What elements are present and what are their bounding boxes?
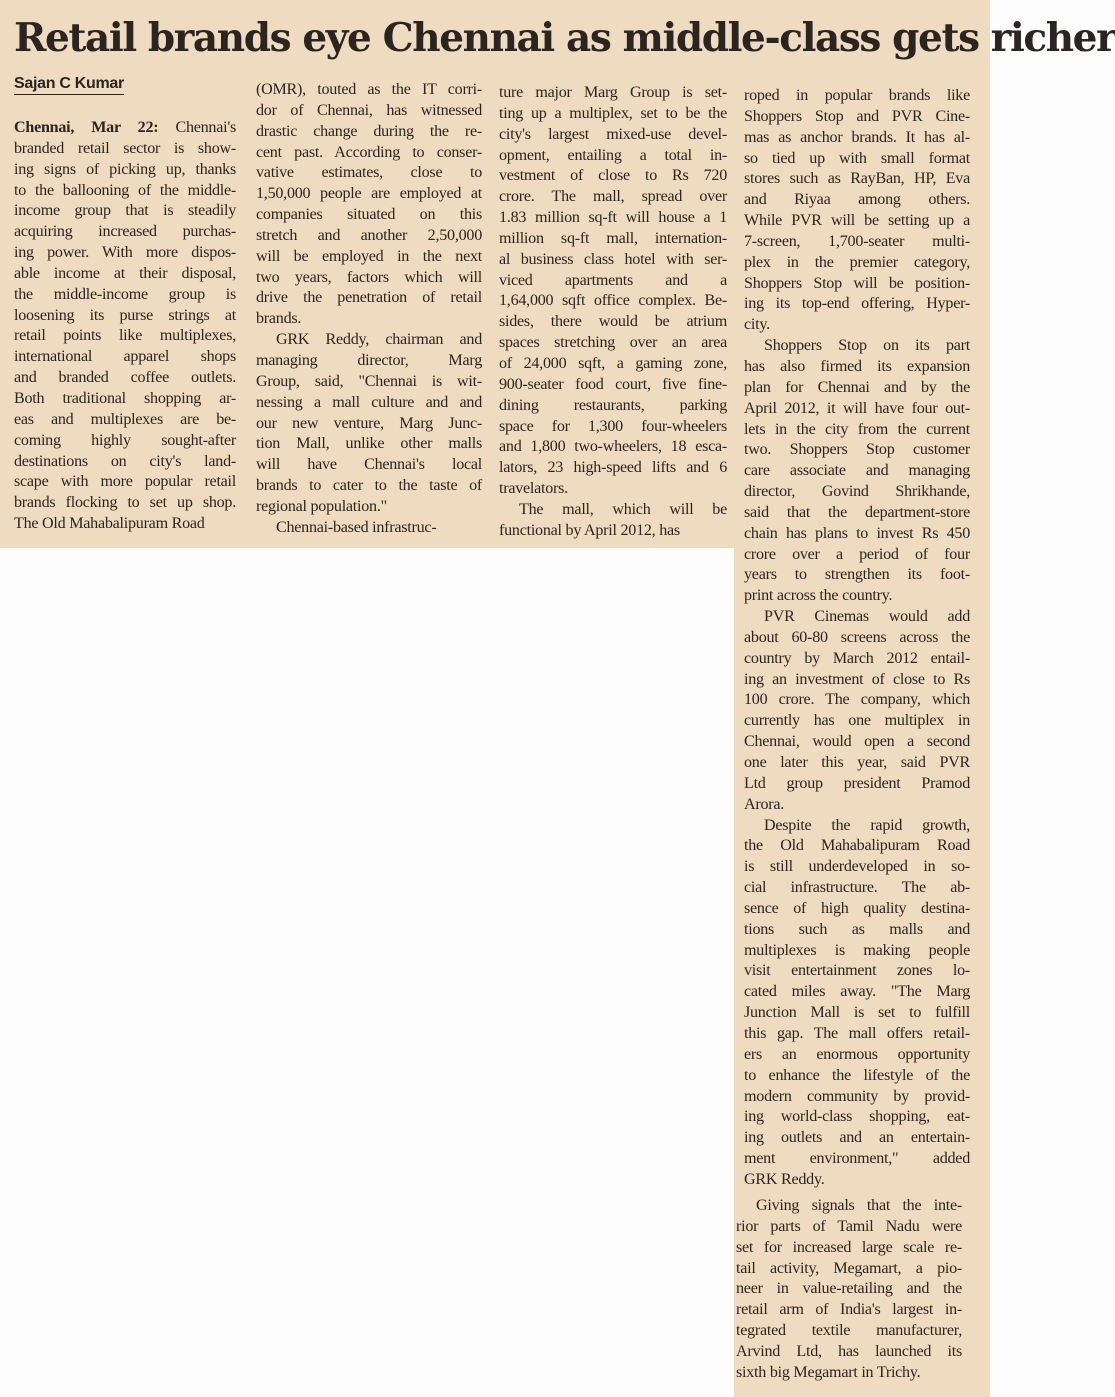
text-line: While PVR will be setting up a (744, 212, 970, 230)
text-line: currently has one multiplex in (744, 712, 970, 730)
text-line: PVR Cinemas would add (764, 608, 970, 626)
byline: Sajan C Kumar (14, 75, 124, 95)
text-line: Shoppers Stop will be position- (744, 274, 970, 292)
text-line: able income at their disposal, (14, 264, 236, 282)
text-line: GRK Reddy, chairman and (276, 331, 482, 349)
text-line: set for increased large scale re- (736, 1238, 962, 1256)
text-line: will be employed in the next (256, 247, 482, 265)
text-line: tions such as malls and (744, 920, 970, 938)
text-line: retail points like multiplexes, (14, 327, 236, 345)
text-line: ing its top-end offering, Hyper- (744, 295, 970, 313)
headline: Retail brands eye Chennai as middle-class gets richer (14, 15, 1115, 61)
text-line: million sq-ft mall, internation- (499, 229, 727, 247)
text-line: and 1,800 two-wheelers, 18 esca- (499, 438, 727, 456)
text-line: 900-seater food court, five fine- (499, 375, 727, 393)
text-line: coming highly sought-after (14, 431, 236, 449)
text-line: ing outlets and an entertain- (744, 1129, 970, 1147)
text-line: rior parts of Tamil Nadu were (736, 1217, 962, 1235)
text-line: branded retail sector is show- (14, 139, 236, 157)
text-line: scape with more popular retail (14, 473, 236, 491)
text-line: ing an investment of close to Rs (744, 670, 970, 688)
article-column-4 (744, 86, 970, 1191)
article-column-1 (14, 118, 236, 535)
text-line: director, Govind Shrikhande, (744, 483, 970, 501)
text-line: Shoppers Stop and PVR Cine- (744, 107, 970, 125)
text-line: 1.83 million sq-ft will house a 1 (499, 209, 727, 227)
text-line: spaces stretching over an area (499, 334, 727, 352)
text-line: and branded coffee outlets. (14, 369, 236, 387)
text-line: mas as anchor brands. It has al- (744, 128, 970, 146)
text-line: years to strengthen its foot- (744, 566, 970, 584)
text-line: Giving signals that the inte- (756, 1197, 962, 1214)
text-line: crore. The mall, spread over (499, 188, 727, 206)
text-line: country by March 2012 entail- (744, 649, 970, 667)
text-line: to enhance the lifestyle of the (744, 1066, 970, 1084)
text-line: 100 crore. The company, which (744, 691, 970, 709)
text-line: dining restaurants, parking (499, 396, 727, 414)
text-line: functional by April 2012, has (499, 521, 680, 539)
text-line: one later this year, said PVR (744, 754, 970, 771)
text-line: tegrated textile manufacturer, (736, 1322, 962, 1340)
text-line: visit entertainment zones lo- (744, 962, 970, 980)
text-line: the middle-income group is (14, 285, 236, 303)
text-line: Chennai-based infrastruc- (276, 518, 437, 536)
text-line: neer in value-retailing and the (736, 1280, 962, 1298)
text-line: nessing a mall culture and and (256, 393, 482, 411)
text-line: brands to cater to the taste of (256, 477, 482, 495)
text-line: vative estimates, close to (256, 164, 482, 182)
text-line: sixth big Megamart in Trichy. (736, 1363, 921, 1381)
text-line: viced apartments and a (499, 271, 727, 289)
text-line: regional population." (256, 497, 387, 515)
text-line: ing signs of picking up, thanks (14, 160, 236, 178)
text-fragment: Chennai's (158, 119, 237, 136)
text-line: April 2012, it will have four out- (744, 399, 970, 417)
text-line: about 60-80 screens across the (744, 628, 970, 646)
text-line: ers an enormous opportunity (744, 1045, 970, 1063)
text-line: Arora. (744, 795, 785, 813)
text-line: Arvind Ltd, has launched its (736, 1342, 962, 1360)
text-line: sides, there would be atrium (499, 313, 727, 331)
text-line: The mall, which will be (519, 500, 727, 518)
text-line: crore over a period of four (744, 545, 970, 563)
text-line: drive the penetration of retail (256, 289, 482, 307)
text-line: and Riyaa among others. (744, 191, 970, 209)
text-line: will have Chennai's local (256, 456, 482, 474)
text-line: cent past. According to conser- (256, 143, 482, 161)
text-line: multiplexes is making people (744, 941, 970, 959)
text-line: cial infrastructure. The ab- (744, 879, 970, 897)
text-line: so tied up with small format (744, 149, 970, 167)
text-line: this gap. The mall offers retail- (744, 1024, 970, 1042)
text-line: lets in the city from the current (744, 420, 970, 438)
text-line: sence of high quality destina- (744, 899, 970, 917)
text-line: 1,50,000 people are employed at (256, 185, 482, 203)
text-line: cated miles away. "The Marg (744, 983, 970, 1001)
text-line: stretch and another 2,50,000 (256, 226, 482, 244)
text-line: is still underdeveloped in so- (744, 858, 970, 876)
text-line: ment environment," added (744, 1150, 970, 1168)
text-line: Shoppers Stop on its part (764, 337, 970, 355)
text-line: to the ballooning of the middle- (14, 181, 236, 199)
text-line: travelators. (499, 480, 568, 498)
text-line: Both traditional shopping ar- (14, 389, 236, 407)
text-line: two years, factors which will (256, 268, 482, 286)
text-line: al business class hotel with ser- (499, 250, 727, 268)
text-line: plan for Chennai and by the (744, 378, 970, 396)
text-line (14, 118, 236, 139)
text-line: acquiring increased purchas- (14, 223, 236, 241)
text-line: city's largest mixed-use devel- (499, 125, 727, 143)
article-column-4-continued (736, 1196, 962, 1384)
text-line: dor of Chennai, has witnessed (256, 101, 482, 119)
text-line: said that the department-store (744, 503, 970, 521)
text-line: opment, entailing a total in- (499, 146, 727, 164)
text-line: our new venture, Marg Junc- (256, 414, 482, 432)
text-line: brands. (256, 310, 302, 328)
text-line: ing world-class shopping, eat- (744, 1108, 970, 1126)
text-line: chain has plans to invest Rs 450 (744, 524, 970, 542)
text-line: has also firmed its expansion (744, 357, 970, 375)
text-line: 1,64,000 sqft office complex. Be- (499, 292, 727, 310)
text-line: space for 1,300 four-wheelers (499, 417, 727, 435)
text-line: vestment of close to Rs 720 (499, 167, 727, 185)
text-line: two. Shoppers Stop customer (744, 441, 970, 459)
text-line: loosening its purse strings at (14, 306, 236, 324)
text-line: GRK Reddy. (744, 1170, 825, 1188)
text-line: ture major Marg Group is set- (499, 84, 727, 101)
text-line: drastic change during the re- (256, 122, 482, 140)
text-line: city. (744, 316, 770, 334)
article-column-3 (499, 83, 727, 542)
text-line: care associate and managing (744, 462, 970, 480)
text-line: income group that is steadily (14, 202, 236, 220)
text-line: retail arm of India's largest in- (736, 1301, 962, 1319)
text-line: plex in the premier category, (744, 253, 970, 271)
text-line: The Old Mahabalipuram Road (14, 515, 205, 533)
text-line: companies situated on this (256, 206, 482, 224)
text-line: Despite the rapid growth, (764, 816, 970, 834)
text-line: ing power. With more dispos- (14, 244, 236, 262)
text-line: brands flocking to set up shop. (14, 494, 236, 512)
text-line: modern community by provid- (744, 1087, 970, 1105)
text-line: (OMR), touted as the IT corri- (256, 81, 482, 98)
text-line: international apparel shops (14, 348, 236, 366)
text-line: the Old Mahabalipuram Road (744, 837, 970, 855)
article-column-2 (256, 80, 482, 539)
dateline: Chennai, Mar 22: (14, 119, 159, 136)
text-line: managing director, Marg (256, 351, 482, 369)
text-line: Chennai, would open a second (744, 733, 970, 751)
text-line: roped in popular brands like (744, 87, 970, 104)
text-line: ting up a multiplex, set to be the (499, 104, 727, 122)
text-line: lators, 23 high-speed lifts and 6 (499, 459, 727, 477)
text-line: print across the country. (744, 587, 893, 605)
text-line: tion Mall, unlike other malls (256, 435, 482, 453)
text-line: 7-screen, 1,700-seater multi- (744, 232, 970, 250)
text-line: Junction Mall is set to fulfill (744, 1004, 970, 1022)
text-line: of 24,000 sqft, a gaming zone, (499, 354, 727, 372)
text-line: eas and multiplexes are be- (14, 410, 236, 428)
text-line: Group, said, "Chennai is wit- (256, 372, 482, 390)
text-line: Ltd group president Pramod (744, 774, 970, 792)
text-line: tail activity, Megamart, a pio- (736, 1259, 962, 1277)
text-line: stores such as RayBan, HP, Eva (744, 170, 970, 188)
text-line: destinations on city's land- (14, 452, 236, 470)
